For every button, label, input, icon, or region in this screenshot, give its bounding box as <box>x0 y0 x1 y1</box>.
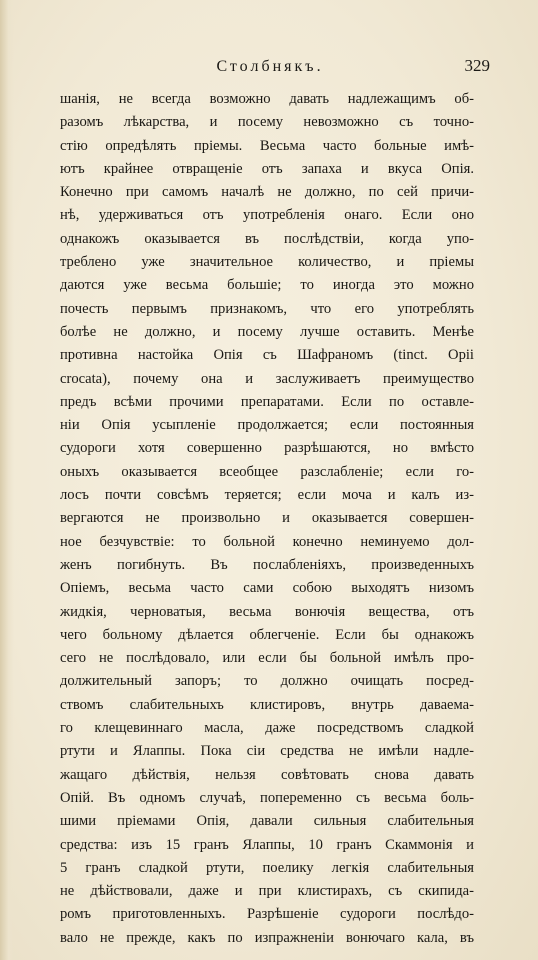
text-line: вало не прежде, какъ по изпражненіи вонючаго кала, въ <box>60 929 474 946</box>
text-line: ное безчувствіе: то больной конечно неминуемо дол- <box>60 533 474 550</box>
text-line: жащаго дѣйствія, нельзя совѣтовать снова давать <box>60 766 474 783</box>
text-line: ютъ крайнее отвращеніе отъ запаха и вкуса Опія. <box>60 160 474 177</box>
text-line: чего больному дѣлается облегченіе. Если бы однакожъ <box>60 626 474 643</box>
text-line: средства: изъ 15 гранъ Ялаппы, 10 гранъ Скаммонія и <box>60 836 474 853</box>
text-line: даются уже весьма большіе; то иногда это можно <box>60 277 474 294</box>
text-line: стію опредѣлять пріемы. Весьма часто больные имѣ- <box>60 137 474 154</box>
text-line: жидкія, черноватыя, весьма вонючія вещества, отъ <box>60 603 474 620</box>
text-line: предъ всѣми прочими препаратами. Если по оставле- <box>60 393 474 410</box>
text-line: противна настойка Опія съ Шафраномъ (tinct. Opii <box>60 347 474 364</box>
text-line: нѣ, удерживаться отъ употребленія онаго. Если оно <box>60 207 474 224</box>
text-line: треблено уже значительное количество, и пріемы <box>60 254 474 271</box>
text-line: вергаются не произвольно и оказывается совершен- <box>60 510 474 527</box>
text-line: шанія, не всегда возможно давать надлежащимъ об- <box>60 91 474 107</box>
text-line: 5 гранъ сладкой ртути, поелику легкія слабительныя <box>60 859 474 876</box>
text-line: болѣе не должно, и посему лучше оставить. Менѣе <box>60 323 474 340</box>
text-line: лосъ почти совсѣмъ теряется; если моча и калъ из- <box>60 487 474 504</box>
text-line: шими пріемами Опія, давали сильныя слабительныя <box>60 813 474 830</box>
text-line: ствомъ слабительныхъ клистировъ, внутрь даваема- <box>60 696 474 713</box>
text-line: женъ погибнуть. Въ послабленіяхъ, произведенныхъ <box>60 556 474 573</box>
text-line: го клещевиннаго масла, даже посредствомъ сладкой <box>60 720 474 737</box>
text-line: ніи Опія усыпленіе продолжается; если постоянныя <box>60 417 474 434</box>
text-line: не дѣйствовали, даже и при клистирахъ, съ скипида- <box>60 883 474 900</box>
text-line: должительный запоръ; то должно очищать посред- <box>60 673 474 690</box>
text-line: сего не послѣдовало, или если бы больной имѣлъ про- <box>60 650 474 667</box>
page-gutter-shadow <box>0 0 14 960</box>
text-line: Опіемъ, весьма часто сами собою выходятъ низомъ <box>60 580 474 597</box>
text-line: оныхъ оказывается всеобщее разслабленіе; если го- <box>60 463 474 480</box>
text-line: Опій. Въ одномъ случаѣ, попеременно съ весьма боль- <box>60 789 474 806</box>
body-text <box>60 88 474 950</box>
text-line: crocata), почему она и заслуживаетъ преимущество <box>60 370 474 387</box>
text-line: ромъ приготовленныхъ. Разрѣшеніе судороги послѣдо- <box>60 906 474 923</box>
text-line: ртути и Ялаппы. Пока сіи средства не имѣли надле- <box>60 743 474 760</box>
text-line: однакожъ оказывается въ послѣдствіи, когда упо- <box>60 230 474 247</box>
text-line: Конечно при самомъ началѣ не должно, по сей причи- <box>60 184 474 201</box>
text-line: разомъ лѣкарства, и посему невозможно съ точно- <box>60 114 474 131</box>
text-line: почесть первымъ признакомъ, что его употреблять <box>60 300 474 317</box>
running-title: Столбнякъ. <box>216 58 324 75</box>
text-line: судороги хотя совершенно разрѣшаются, но вмѣсто <box>60 440 474 457</box>
running-head <box>50 56 490 82</box>
page-number: 329 <box>464 56 490 75</box>
